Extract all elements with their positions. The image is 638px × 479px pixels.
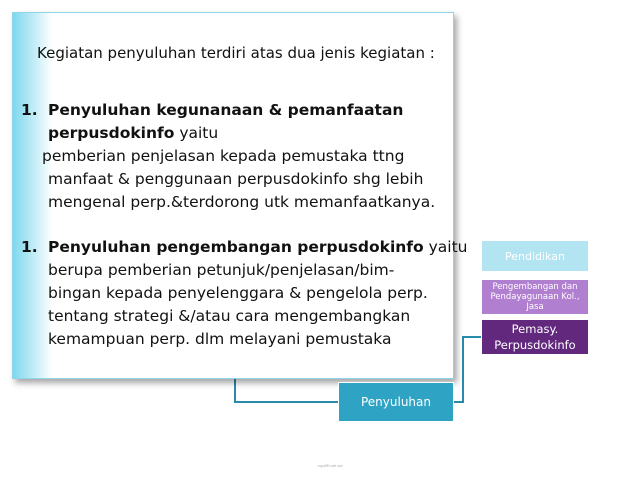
item-2-line: tentang strategi &/atau cara mengembangkan <box>48 307 411 325</box>
item-2-suffix: yaitu <box>423 238 468 256</box>
node-pemasy-perpusdokinfo <box>481 319 589 355</box>
item-2-title: Penyuluhan pengembangan perpusdokinfo <box>48 238 424 256</box>
item-1-line: mengenal perp.&terdorong utk memanfaatkanya. <box>48 193 436 211</box>
item-2-line: kemampuan perp. dlm melayani pemustaka <box>48 330 392 348</box>
node-pendidikan: Pendidikan <box>481 240 589 272</box>
item-1-number: 1. <box>21 101 38 119</box>
node-penyuluhan: Penyuluhan <box>338 382 454 422</box>
item-1-suffix: yaitu <box>174 124 219 142</box>
node-pemasy-line1: Pemasy. <box>511 322 559 336</box>
item-1-line: manfaat & penggunaan perpusdokinfo shg lebih <box>48 170 424 188</box>
item-1-title-line1: Penyuluhan kegunanaan & pemanfaatan <box>48 101 404 119</box>
item-2-line: bingan kepada penyelenggara & pengelola perp. <box>48 284 428 302</box>
footer-watermark: rupaRt.net wd <box>317 463 343 468</box>
connector-root-to-pemasy <box>454 337 481 402</box>
node-pengembangan: Pengembangan dan Pendayagunaan Kol., Jasa <box>481 279 589 315</box>
list-item-2 <box>21 236 468 351</box>
connector-root-to-main <box>235 379 338 402</box>
item-1-line: pemberian penjelasan kepada pemustaka ttng <box>42 147 405 165</box>
intro-text: Kegiatan penyuluhan terdiri atas dua jenis kegiatan : <box>37 44 435 62</box>
node-pemasy-line2: Perpusdokinfo <box>494 338 576 352</box>
item-2-number: 1. <box>21 238 38 256</box>
list-item-1 <box>21 99 451 214</box>
main-content-box <box>12 12 468 379</box>
item-1-title-line2: perpusdokinfo <box>48 124 175 142</box>
item-2-line: berupa pemberian petunjuk/penjelasan/bim- <box>48 261 395 279</box>
